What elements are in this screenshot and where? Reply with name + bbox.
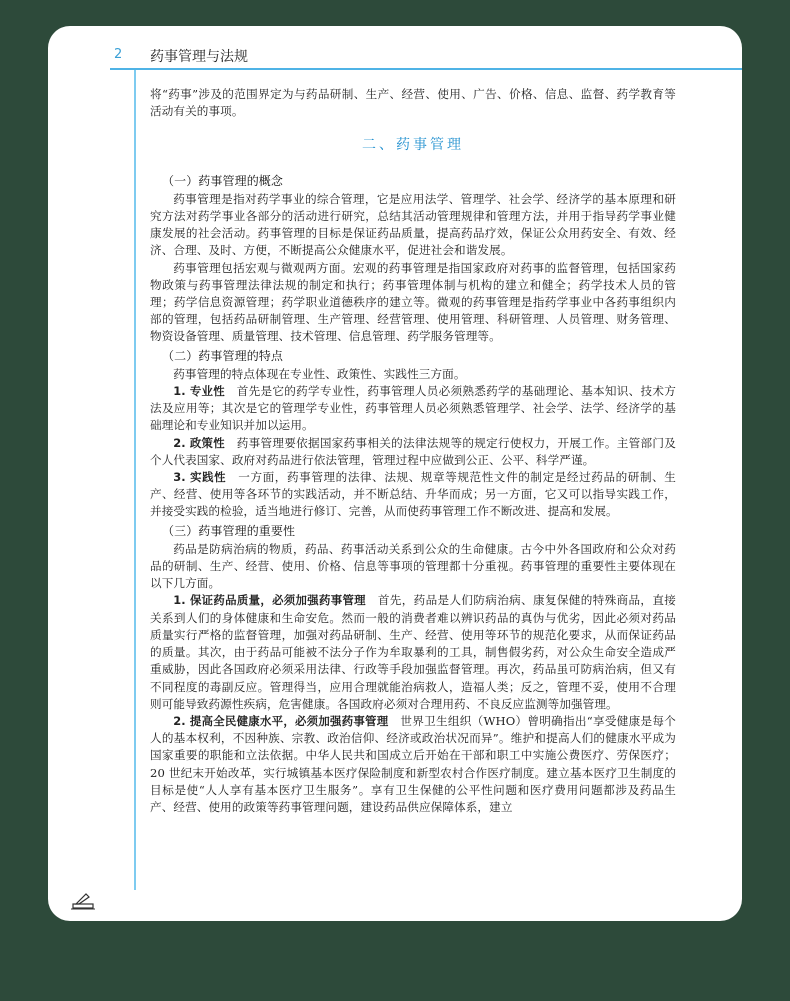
- intro-paragraph: 将“药事”涉及的范围界定为与药品研制、生产、经营、使用、广告、价格、信息、监督、药学教育等活动有关的事项。: [150, 87, 676, 119]
- paragraph-lead: 2. 政策性: [173, 435, 225, 450]
- paragraph-lead: 1. 保证药品质量，必须加强药事管理: [173, 593, 366, 608]
- running-header: [48, 26, 742, 92]
- paragraph-text: 首先，药品是人们防病治病、康复保健的特殊商品，直接关系到人们的身体健康和生命安危。然而一般的消费者难以辨识药品的真伪与优劣，因此必须对药品质量实行严格的监督管理，加强对药品研制、生产、经营、使用等环节的规范化要求，从而保证药品的质量。其次，由于药品可能被不法分子作为牟取暴利的工具，制售假劣药，对公众生命安全造成严重威胁，因此各国政府必须采用法律、行政等手段加强监督管理。再次，药品虽可防病治病，但又有不同程度的毒副反应。管理得当，应用合理就能治病救人，造福人类；反之，管理不妥，使用不合理则可能导致药源性疾病，危害健康。各国政府必须对合理用药、不良反应监测等加强管理。: [150, 593, 676, 711]
- paragraph-lead: 1. 专业性: [173, 384, 225, 399]
- paragraph-text: 药事管理要依据国家药事相关的法律法规等的规定行使权力，开展工作。主管部门及个人代表国家、政府对药品进行依法管理，管理过程中应做到公正、公平、科学严谨。: [150, 435, 676, 467]
- paragraph: 药事管理包括宏观与微观两方面。宏观的药事管理是指国家政府对药事的监督管理，包括国家药物政策与药事管理法律法规的制定和执行；药事管理体制与机构的建立和健全；药学技术人员的管理；药学信息资源管理；药学职业道德秩序的建立等。微观的药事管理是指药学事业中各药事组织内部的管理，包括药品研制管理、生产管理、经营管理、使用管理、科研管理、人员管理、财务管理、物资设备管理、质量管理、技术管理、信息管理、药学服务管理等。: [150, 260, 676, 344]
- paragraph: [150, 383, 676, 435]
- section-title: 二、药事管理: [362, 137, 464, 154]
- paragraph: [150, 469, 676, 521]
- paragraph-text: 首先是它的药学专业性，药事管理人员必须熟悉药学的基础理论、基本知识、技术方法及应用等；其次是它的管理学专业性，药事管理人员必须熟悉管理学、社会学、法学、经济学的基础理论和专业知识并加以运用。: [150, 384, 676, 433]
- header-rule: [110, 68, 742, 70]
- paragraph: [150, 435, 676, 469]
- document-page: [48, 26, 742, 921]
- subsection-title-1: （一）药事管理的概念: [162, 173, 284, 188]
- paragraph: [150, 713, 676, 816]
- page-content: [150, 86, 676, 816]
- subsection-title-2: （二）药事管理的特点: [162, 348, 284, 363]
- paragraph: 药事管理是指对药学事业的综合管理，它是应用法学、管理学、社会学、经济学的基本原理和研究方法对药学事业各部分的活动进行研究，总结其活动管理规律和管理方法，并用于指导药学事业健康发展的社会活动。药事管理的目标是保证药品质量，提高药品疗效，保证公众用药安全、有效、经济、合理、及时、方便，不断提高公众健康水平，促进社会和谐发展。: [150, 191, 676, 258]
- pencil-note-icon: [70, 892, 96, 910]
- margin-rule: [134, 70, 136, 890]
- paragraph: 药事管理的特点体现在专业性、政策性、实践性三方面。: [173, 366, 466, 381]
- paragraph-lead: 2. 提高全民健康水平，必须加强药事管理: [173, 713, 389, 728]
- paragraph: 药品是防病治病的物质，药品、药事活动关系到公众的生命健康。古今中外各国政府和公众对药品的研制、生产、经营、使用、价格、信息等事项的管理都十分重视。药事管理的重要性主要体现在以下几方面。: [150, 541, 676, 591]
- book-title: 药事管理与法规: [150, 49, 248, 65]
- paragraph-text: 一方面，药事管理的法律、法规、规章等规范性文件的制定是经过药品的研制、生产、经营、使用等各环节的实践活动，并不断总结、升华而成；另一方面，它又可以指导实践工作，并接受实践的检验，适当地进行修订、完善，从而使药事管理工作不断改进、提高和发展。: [150, 470, 676, 519]
- paragraph-lead: 3. 实践性: [173, 470, 227, 485]
- paragraph: [150, 592, 676, 712]
- subsection-title-3: （三）药事管理的重要性: [162, 523, 296, 538]
- paragraph-text: 世界卫生组织（WHO）曾明确指出“享受健康是每个人的基本权利，不因种族、宗教、政治信仰、经济或政治状况而异”。维护和提高人们的健康水平成为国家重要的职能和立法依据。中华人民共和国成立后开始在干部和职工中实施公费医疗、劳保医疗；20 世纪末开始改革，实行城镇基本医疗保险制度和新型农村合作医疗制度。建立基本医疗卫生制度的目标是使“人人享有基本医疗卫生服务”。享有卫生保健的公平性问题和医疗费用问题都涉及药品生产、经营、使用的政策等药事管理问题，建设药品供应保障体系，建立: [150, 713, 676, 814]
- page-number: 2: [114, 47, 123, 62]
